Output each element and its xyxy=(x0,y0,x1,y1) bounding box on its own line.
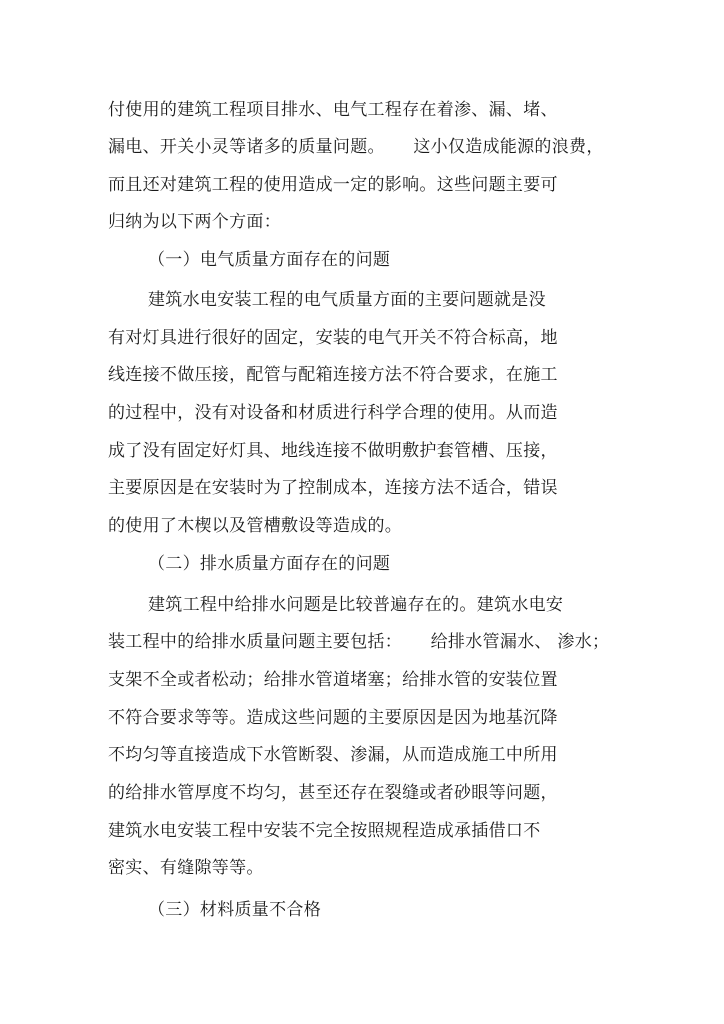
section-heading-drainage: （二）排水质量方面存在的问题 xyxy=(148,554,391,574)
text-line: 而且还对建筑工程的使用造成一定的影响。这些问题主要可 xyxy=(108,175,558,195)
text-line: 付使用的建筑工程项目排水、电气工程存在着渗、漏、堵、 xyxy=(108,100,558,120)
text-line: 有对灯具进行很好的固定，安装的电气开关不符合标高，地 xyxy=(108,328,558,348)
text-line: 漏电、开关小灵等诸多的质量问题。 这小仅造成能源的浪费， xyxy=(108,137,604,157)
text-line: 不均匀等直接造成下水管断裂、渗漏，从而造成施工中所用 xyxy=(108,745,558,765)
text-line: 支架不全或者松动；给排水管道堵塞；给排水管的安装位置 xyxy=(108,670,558,690)
text-line: 的给排水管厚度不均匀，甚至还存在裂缝或者砂眼等问题， xyxy=(108,783,558,803)
text-line: 归纳为以下两个方面： xyxy=(108,212,281,232)
text-line: 不符合要求等等。造成这些问题的主要原因是因为地基沉降 xyxy=(108,708,558,728)
text-line: 密实、有缝隙等等。 xyxy=(108,858,264,878)
text-line: 的过程中，没有对设备和材质进行科学合理的使用。从而造 xyxy=(108,403,558,423)
section-heading-materials: （三）材料质量不合格 xyxy=(148,900,321,920)
text-line: 装工程中的给排水质量问题主要包括： 给排水管漏水、 渗水； xyxy=(108,632,610,652)
text-line: 主要原因是在安装时为了控制成本，连接方法不适合，错误 xyxy=(108,478,558,498)
text-line: 的使用了木楔以及管槽敷设等造成的。 xyxy=(108,516,403,536)
text-line: 建筑水电安装工程中安装不完全按照规程造成承插借口不 xyxy=(108,821,541,841)
section-heading-electrical: （一）电气质量方面存在的问题 xyxy=(148,250,391,270)
text-line: 线连接不做压接，配管与配箱连接方法不符合要求，在施工 xyxy=(108,365,558,385)
paragraph-first-line: 建筑工程中给排水问题是比较普遍存在的。建筑水电安 xyxy=(148,595,564,615)
text-line: 成了没有固定好灯具、地线连接不做明敷护套管槽、压接， xyxy=(108,441,558,461)
paragraph-first-line: 建筑水电安装工程的电气质量方面的主要问题就是没 xyxy=(148,290,546,310)
